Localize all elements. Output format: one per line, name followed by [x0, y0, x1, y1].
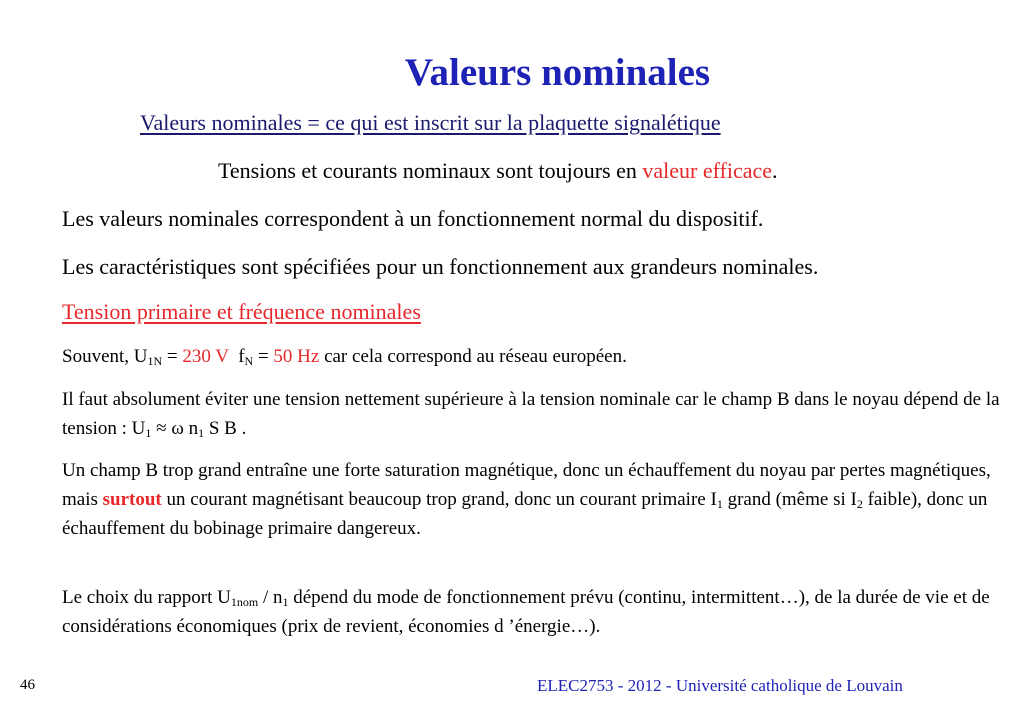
souvent-text-3: car cela correspond au réseau européen. [319, 346, 627, 367]
paragraph-souvent [62, 342, 1002, 371]
definition-text: Valeurs nominales = ce qui est inscrit sur la plaquette signalétique [140, 110, 721, 135]
champ-sub-1: 1 [716, 497, 723, 511]
definition-line [62, 110, 721, 136]
eviter-sub-2: 1 [198, 426, 205, 440]
eviter-text-2: ≈ ω n [151, 418, 199, 439]
specified-line: Les caractéristiques sont spécifiées pour un fonctionnement aux grandeurs nominales. [62, 254, 819, 279]
rms-line [218, 158, 778, 184]
choix-text-1: Le choix du rapport U [62, 587, 231, 608]
champ-text-2: un courant magnétisant beaucoup trop grand, donc un courant primaire I [161, 489, 717, 510]
choix-sub-2: 1 [282, 595, 289, 609]
souvent-eq-1: = [162, 346, 183, 367]
paragraph-eviter [62, 385, 1002, 443]
rms-highlight: valeur efficace [642, 158, 773, 183]
champ-text-4: faible), donc un échauffement du bobinage primaire dangereux. [62, 489, 988, 539]
footer-text: ELEC2753 - 2012 - Université catholique de Louvain [537, 676, 903, 695]
paragraph-champ [62, 456, 1002, 543]
eviter-text-3: S B . [204, 418, 247, 439]
rms-prefix: Tensions et courants nominaux sont toujours en [218, 158, 643, 183]
frequency-value: 50 Hz [273, 346, 320, 367]
champ-text-1: Un champ B trop grand entraîne une forte saturation magnétique, donc un échauffement du noyau par pertes magnétiques, mais [62, 460, 991, 510]
page-number: 46 [20, 677, 35, 693]
champ-emphasis: surtout [102, 489, 162, 510]
choix-text-2: / n [258, 587, 283, 608]
souvent-text-2: f [228, 346, 245, 367]
eviter-sub-1: 1 [145, 426, 152, 440]
souvent-text-1: Souvent, U [62, 346, 148, 367]
choix-text-3: dépend du mode de fonctionnement prévu (continu, intermittent…), de la durée de vie et de considérations économiques (prix de revient, économies d ’énergie…). [62, 587, 990, 637]
choix-sub-1: 1nom [230, 595, 259, 609]
normal-operation-line: Les valeurs nominales correspondent à un fonctionnement normal du dispositif. [62, 206, 764, 231]
eviter-text-1: Il faut absolument éviter une tension nettement supérieure à la tension nominale car le champ B dans le noyau dépend de la tension : U [62, 389, 1000, 439]
souvent-sub-1: 1N [147, 354, 163, 368]
voltage-value: 230 V [182, 346, 229, 367]
champ-sub-2: 2 [856, 497, 863, 511]
rms-suffix: . [772, 158, 778, 183]
souvent-eq-2: = [253, 346, 274, 367]
paragraph-choix [62, 583, 1002, 641]
slide-title: Valeurs nominales [404, 51, 711, 94]
champ-text-3: grand (même si I [722, 489, 857, 510]
souvent-sub-2: N [244, 354, 254, 368]
section-heading: Tension primaire et fréquence nominales [62, 299, 421, 324]
